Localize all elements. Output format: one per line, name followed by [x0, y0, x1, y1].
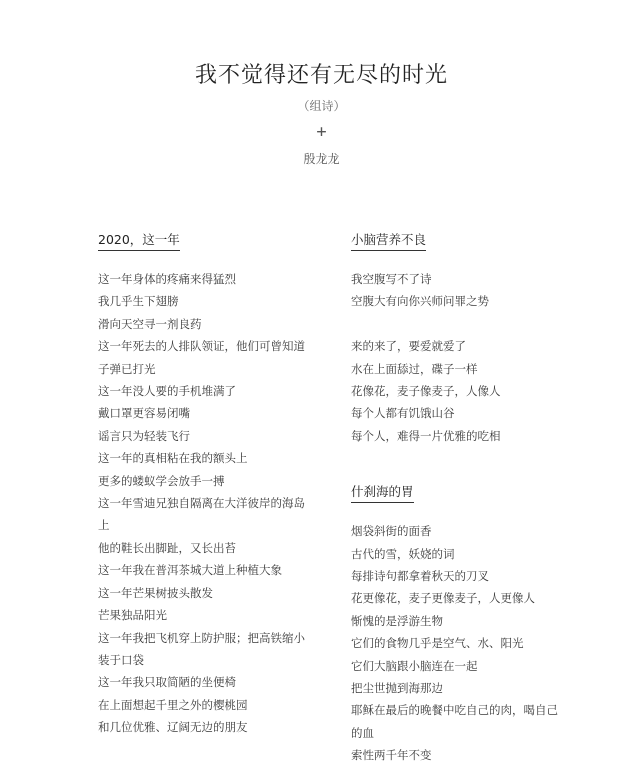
poem-line: 这一年我在普洱茶城大道上种植大象 — [98, 563, 282, 578]
poem-line: 上 — [98, 518, 110, 533]
poem-line: 我几乎生下翅膀 — [98, 294, 179, 309]
poem-line: 这一年没人要的手机堆满了 — [98, 384, 236, 399]
poem-line: 这一年雪迪兄独自隔离在大洋彼岸的海岛 — [98, 496, 305, 511]
poem-line: 谣言只为轻装飞行 — [98, 428, 190, 443]
poem-line: 古代的雪，妖娆的词 — [351, 546, 455, 561]
poem-line: 这一年的真相粘在我的额头上 — [98, 451, 248, 466]
poem-line: 把尘世抛到海那边 — [351, 681, 443, 696]
poem-shichahai — [351, 481, 591, 766]
poem-line: 每个人，难得一片优雅的吃相 — [351, 428, 501, 443]
poem-2020 — [98, 229, 338, 739]
poem-line: 空腹大有向你兴师问罪之势 — [351, 294, 489, 309]
poem-xiaonao — [351, 229, 591, 447]
poem-line: 水在上面舔过，碟子一样 — [351, 361, 478, 376]
poem-line: 它们的食物几乎是空气、水、阳光 — [351, 636, 524, 651]
poem-line: 和几位优雅、辽阔无边的朋友 — [98, 720, 248, 735]
poem-title: 什刹海的胃 — [351, 484, 414, 503]
poem-line: 它们大脑跟小脑连在一起 — [351, 658, 478, 673]
left-column — [98, 229, 338, 739]
poem-line: 耶稣在最后的晚餐中吃自己的肉，喝自己 — [351, 703, 558, 718]
poem-line: 更多的蝼蚁学会放手一搏 — [98, 473, 225, 488]
poem-line: 这一年死去的人排队领证，他们可曾知道 — [98, 339, 305, 354]
poem-line: 子弹已打光 — [98, 361, 156, 376]
separator-plus: + — [316, 122, 327, 142]
poem-line: 这一年我把飞机穿上防护服；把高铁缩小 — [98, 630, 305, 645]
poem-line: 他的鞋长出脚趾，又长出苔 — [98, 540, 236, 555]
poem-line: 花像花，麦子像麦子，人像人 — [351, 384, 501, 399]
author-name: 殷龙龙 — [303, 152, 340, 166]
poem-title: 2020，这一年 — [98, 232, 180, 251]
poem-line: 来的来了，要爱就爱了 — [351, 339, 466, 354]
poem-line: 惭愧的是浮游生物 — [351, 613, 443, 628]
poem-lines — [98, 268, 338, 739]
poem-line: 这一年我只取简陋的坐便椅 — [98, 675, 236, 690]
poem-line: 花更像花，麦子更像麦子，人更像人 — [351, 591, 535, 606]
poem-line: 的血 — [351, 725, 374, 740]
poem-line: 每排诗句都拿着秋天的刀叉 — [351, 569, 489, 584]
poem-line: 装于口袋 — [98, 652, 144, 667]
poem-line: 每个人都有饥饿山谷 — [351, 406, 455, 421]
poem-line: 在上面想起千里之外的樱桃园 — [98, 697, 248, 712]
poem-line: 索性两千年不变 — [351, 748, 432, 763]
poem-line: 这一年芒果树披头散发 — [98, 585, 213, 600]
page-title: 我不觉得还有无尽的时光 — [194, 63, 448, 88]
poem-lines — [351, 520, 591, 766]
poem-title: 小脑营养不良 — [351, 232, 426, 251]
right-column — [351, 229, 591, 767]
poem-lines — [351, 268, 591, 447]
subtitle: （组诗） — [297, 99, 346, 113]
poem-line: 我空腹写不了诗 — [351, 272, 432, 286]
poem-line: 这一年身体的疼痛来得猛烈 — [98, 272, 236, 286]
poem-line: 烟袋斜街的面香 — [351, 524, 432, 539]
poem-line: 戴口罩更容易闭嘴 — [98, 406, 190, 421]
stanza-break — [351, 313, 591, 335]
poem-line: 滑向天空寻一剂良药 — [98, 316, 202, 331]
poem-line: 芒果独品阳光 — [98, 608, 167, 623]
